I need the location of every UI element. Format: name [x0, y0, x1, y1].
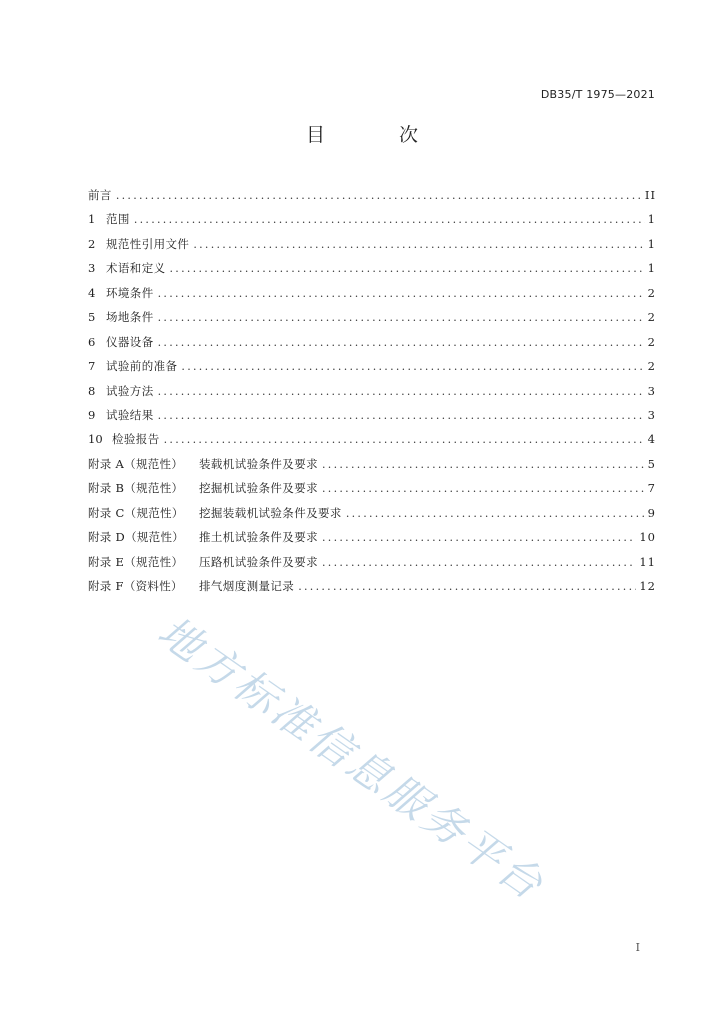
toc-dot-leader: [298, 575, 636, 599]
toc-dot-leader: [346, 502, 645, 526]
toc-entry-page: 4: [647, 432, 656, 447]
toc-entry-appendix-prefix: 附录 F（资料性）: [88, 579, 183, 593]
toc-dot-leader: [170, 257, 645, 281]
toc-entry[interactable]: [88, 476, 656, 500]
toc-entry-number: 8: [88, 383, 96, 398]
toc-entry[interactable]: [88, 281, 656, 305]
document-code: DB35/T 1975—2021: [540, 88, 655, 101]
toc-entry-appendix-prefix: 附录 E（规范性）: [88, 554, 184, 569]
toc-entry[interactable]: [88, 183, 656, 207]
toc-entry[interactable]: [88, 379, 656, 403]
toc-dot-leader: [158, 404, 645, 428]
toc-entry-page: 3: [647, 407, 656, 422]
toc-entry-page: 9: [647, 505, 656, 520]
toc-entry-page: 1: [647, 236, 656, 251]
toc-entry-number: 2: [88, 236, 96, 251]
toc-entry-label: 试验结果: [106, 407, 154, 422]
toc-entry[interactable]: [88, 354, 656, 378]
toc-entry-page: 12: [639, 579, 656, 593]
toc-entry-label: 推土机试验条件及要求: [199, 530, 318, 545]
toc-entry-page: 11: [639, 554, 656, 569]
toc-entry-page: 7: [647, 481, 656, 496]
toc-entry[interactable]: [88, 550, 656, 574]
toc-entry-label: 场地条件: [106, 310, 154, 325]
toc-entry-label: 试验前的准备: [106, 359, 178, 374]
toc-entry-page: 2: [647, 334, 656, 349]
toc-entry-number: 1: [88, 212, 96, 227]
toc-entry-number: 3: [88, 261, 96, 276]
toc-entry[interactable]: [88, 574, 656, 598]
toc-dot-leader: [164, 428, 645, 452]
toc-entry-number: 6: [88, 334, 96, 349]
toc-dot-leader: [158, 282, 645, 306]
toc-entry[interactable]: [88, 207, 656, 231]
toc-dot-leader: [116, 184, 642, 208]
toc-dot-leader: [158, 331, 645, 355]
toc-dot-leader: [193, 233, 644, 257]
toc-entry-appendix-prefix: 附录 D（规范性）: [88, 530, 185, 545]
toc-entry-label: 压路机试验条件及要求: [199, 554, 318, 569]
toc-entry-page: II: [644, 188, 656, 202]
toc-entry-page: 2: [647, 359, 656, 374]
toc-entry[interactable]: [88, 525, 656, 549]
toc-entry[interactable]: [88, 305, 656, 329]
toc-entry[interactable]: [88, 452, 656, 476]
page-title: 目 次: [305, 124, 453, 146]
toc-entry-label: 检验报告: [112, 432, 160, 447]
toc-entry-page: 1: [647, 212, 656, 227]
toc-entry-label: 术语和定义: [106, 261, 166, 276]
toc-entry-label: 范围: [106, 212, 130, 227]
toc-entry-label: 试验方法: [106, 383, 154, 398]
toc-entry-page: 10: [639, 530, 656, 545]
toc-entry-number: 4: [88, 285, 96, 300]
toc-entry-page: 2: [647, 310, 656, 325]
toc-dot-leader: [322, 551, 636, 575]
page-number: I: [635, 941, 640, 954]
toc-entry[interactable]: [88, 330, 656, 354]
toc-dot-leader: [322, 453, 645, 477]
toc-entry-page: 2: [647, 285, 656, 300]
toc-dot-leader: [134, 208, 645, 232]
toc-entry-label: 仪器设备: [106, 334, 154, 349]
toc-entry[interactable]: [88, 403, 656, 427]
toc-entry-label: 规范性引用文件: [106, 236, 190, 251]
toc-entry-page: 1: [647, 261, 656, 276]
toc-entry-page: 3: [647, 383, 656, 398]
toc-entry-label: 排气烟度测量记录: [199, 579, 295, 593]
toc-entry[interactable]: [88, 256, 656, 280]
toc-entry-label: 挖掘机试验条件及要求: [199, 481, 318, 496]
toc-dot-leader: [158, 306, 645, 330]
table-of-contents: [88, 183, 656, 598]
toc-dot-leader: [158, 380, 645, 404]
toc-entry-label: 环境条件: [106, 285, 154, 300]
toc-entry-label: 装载机试验条件及要求: [199, 456, 318, 471]
toc-entry[interactable]: [88, 427, 656, 451]
toc-entry-number: 10: [88, 432, 103, 447]
toc-entry-label: 前言: [88, 188, 112, 202]
toc-entry-number: 7: [88, 359, 96, 374]
toc-entry-page: 5: [647, 456, 656, 471]
toc-entry-label: 挖掘装载机试验条件及要求: [199, 505, 342, 520]
toc-dot-leader: [322, 477, 645, 501]
toc-entry-appendix-prefix: 附录 C（规范性）: [88, 505, 184, 520]
toc-entry[interactable]: [88, 501, 656, 525]
toc-entry-appendix-prefix: 附录 B（规范性）: [88, 481, 184, 496]
toc-entry-number: 9: [88, 407, 96, 422]
toc-entry[interactable]: [88, 232, 656, 256]
toc-dot-leader: [322, 526, 636, 550]
toc-entry-appendix-prefix: 附录 A（规范性）: [88, 456, 184, 471]
toc-dot-leader: [181, 355, 644, 379]
toc-entry-number: 5: [88, 310, 96, 325]
watermark: 地方标准信息服务平台: [149, 606, 555, 911]
